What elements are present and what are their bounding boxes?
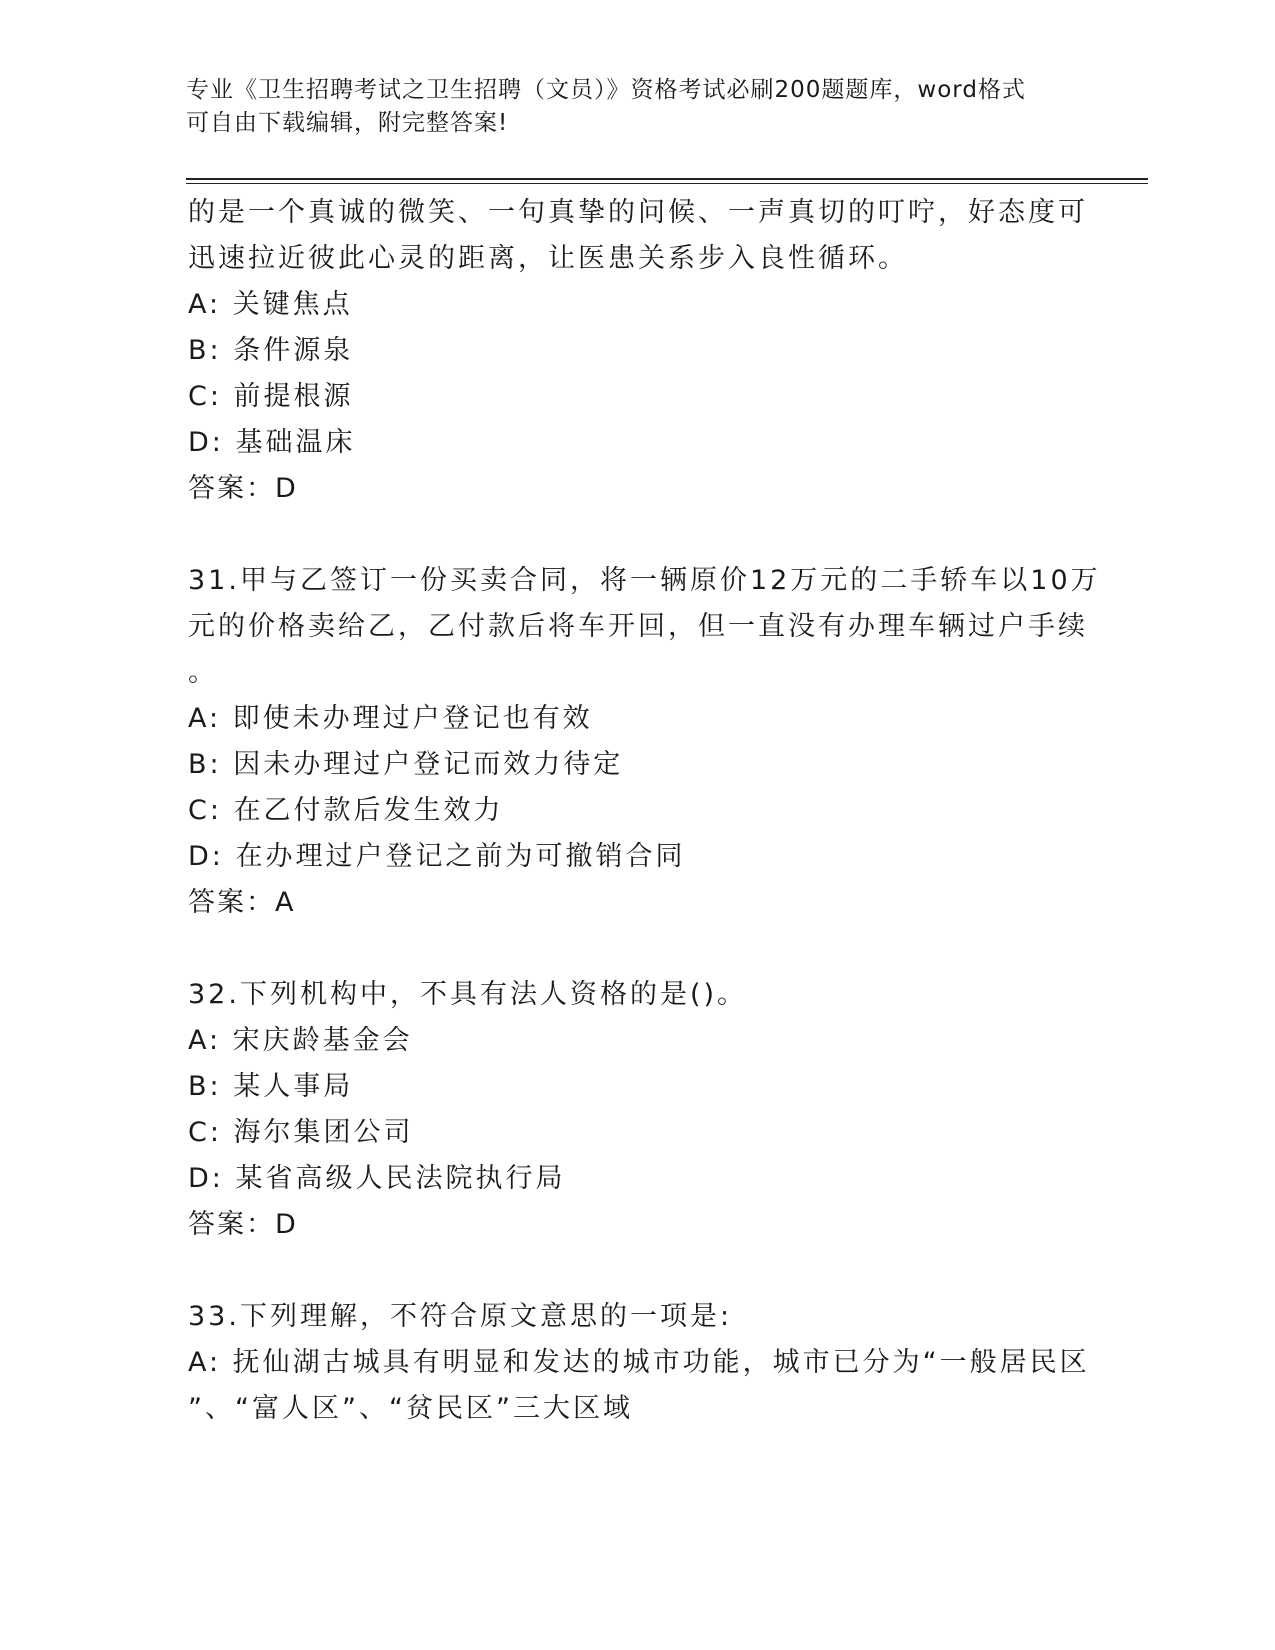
header-divider-thin <box>186 183 1148 184</box>
answer-line: 答案：A <box>188 887 296 918</box>
header-line-1: 专业《卫生招聘考试之卫生招聘（文员）》资格考试必刷200题题库，word格式 <box>186 77 1026 103</box>
question-text-line: 迅速拉近彼此心灵的距离，让医患关系步入良性循环。 <box>188 243 908 274</box>
option-c: C: 在乙付款后发生效力 <box>188 795 504 826</box>
option-c: C: 前提根源 <box>188 381 354 412</box>
option-a: A: 即使未办理过户登记也有效 <box>188 703 593 734</box>
question-block <box>188 972 1088 1248</box>
header-line-2: 可自由下载编辑，附完整答案! <box>186 110 509 136</box>
option-d: D: 基础温床 <box>188 427 356 458</box>
question-text-line: 31.甲与乙签订一份买卖合同，将一辆原价12万元的二手轿车以10万 <box>188 565 1101 596</box>
option-a: A: 关键焦点 <box>188 289 353 320</box>
question-text-line: 33.下列理解，不符合原文意思的一项是: <box>188 1301 733 1332</box>
question-content <box>188 190 1101 1432</box>
question-block <box>188 1294 1088 1432</box>
answer-line: 答案：D <box>188 1209 298 1240</box>
question-text-line: 的是一个真诚的微笑、一句真挚的问候、一声真切的叮咛，好态度可 <box>188 197 1088 228</box>
document-header <box>186 74 1086 140</box>
option-d: D: 在办理过户登记之前为可撤销合同 <box>188 841 686 872</box>
header-divider-thick <box>186 178 1148 180</box>
question-block <box>188 190 1088 512</box>
question-text-line: 元的价格卖给乙，乙付款后将车开回，但一直没有办理车辆过户手续 <box>188 611 1088 642</box>
option-a: A: 抚仙湖古城具有明显和发达的城市功能，城市已分为“一般居民区 <box>188 1347 1090 1378</box>
question-text-line: 。 <box>188 657 218 688</box>
option-a-continued: ”、“富人区”、“贫民区”三大区域 <box>188 1393 633 1424</box>
question-block <box>188 558 1101 926</box>
option-c: C: 海尔集团公司 <box>188 1117 414 1148</box>
option-b: B: 因未办理过户登记而效力待定 <box>188 749 624 780</box>
question-text-line: 32.下列机构中，不具有法人资格的是()。 <box>188 979 748 1010</box>
option-b: B: 某人事局 <box>188 1071 354 1102</box>
answer-line: 答案：D <box>188 473 298 504</box>
option-a: A: 宋庆龄基金会 <box>188 1025 413 1056</box>
option-d: D: 某省高级人民法院执行局 <box>188 1163 566 1194</box>
option-b: B: 条件源泉 <box>188 335 354 366</box>
